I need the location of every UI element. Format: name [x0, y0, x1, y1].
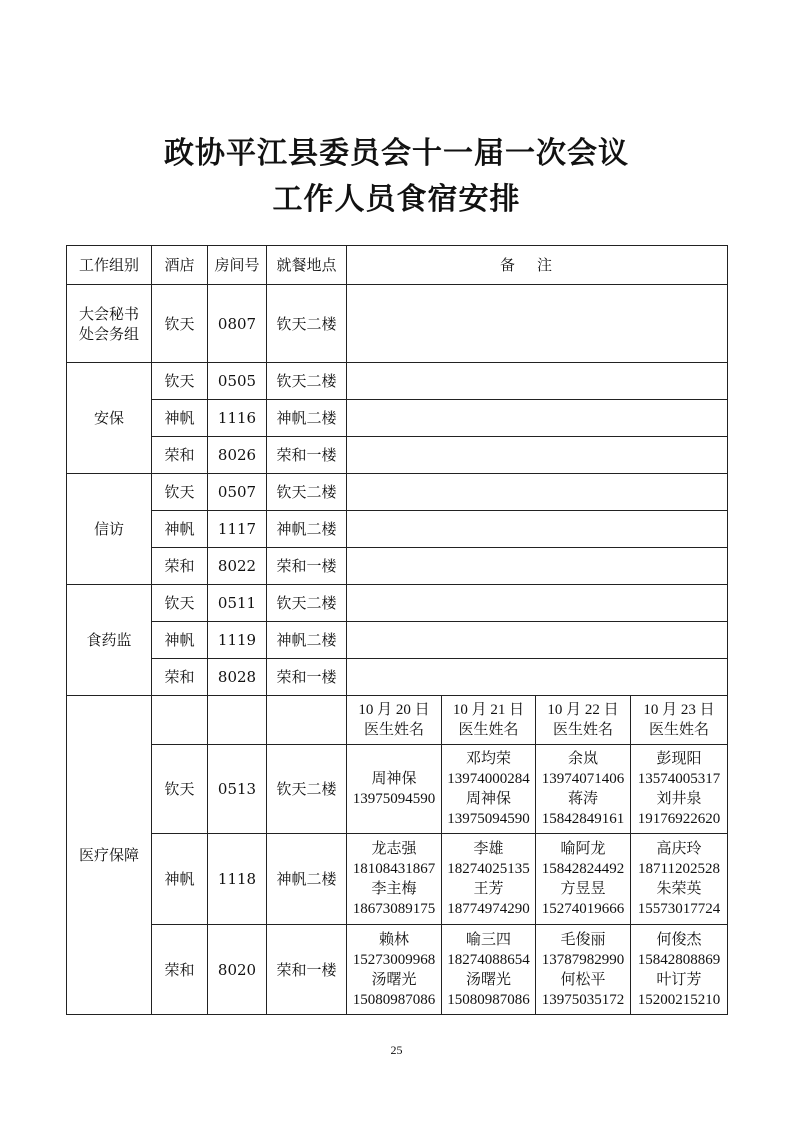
doctor-cell — [442, 925, 536, 1015]
doctor-phone: 13975094590 — [447, 811, 530, 827]
dining-cell: 神帆二楼 — [267, 511, 347, 548]
date-header — [536, 696, 631, 745]
dining-cell: 神帆二楼 — [267, 622, 347, 659]
doctor-phone: 13974071406 — [541, 771, 625, 787]
doctor-phone: 13974000284 — [447, 771, 530, 787]
table-row — [67, 474, 728, 511]
room-cell: 8022 — [208, 548, 267, 585]
doctor-name: 蒋涛 — [567, 791, 598, 807]
hotel-cell: 荣和 — [152, 437, 208, 474]
doctor-phone: 13975035172 — [541, 991, 625, 1008]
notes-cell — [347, 363, 728, 400]
doctor-phone: 19176922620 — [637, 811, 721, 827]
date-header — [631, 696, 728, 745]
room-cell: 1117 — [208, 511, 267, 548]
document-title: 政协平江县委员会十一届一次会议 — [164, 136, 629, 171]
room-cell: 1119 — [208, 622, 267, 659]
dining-cell: 钦天二楼 — [267, 363, 347, 400]
table-row — [67, 285, 728, 363]
hotel-cell: 神帆 — [152, 511, 208, 548]
doctor-phone: 15080987086 — [447, 991, 530, 1008]
doctor-phone: 15273009968 — [352, 951, 436, 968]
group-name-line1: 大会秘书 — [78, 304, 139, 323]
room-cell: 0511 — [208, 585, 267, 622]
notes-cell — [347, 285, 728, 363]
doctor-name: 赖林 — [378, 931, 409, 948]
table-row — [67, 745, 728, 834]
date-label: 10 月 22 日 — [547, 702, 619, 718]
date-label: 10 月 23 日 — [643, 702, 715, 718]
table-row — [67, 585, 728, 622]
doctor-phone: 13975094590 — [352, 791, 436, 807]
doctor-phone: 15274019666 — [541, 901, 625, 917]
doctor-name: 王芳 — [473, 881, 504, 897]
doctor-name: 李雄 — [473, 841, 504, 857]
doctor-name: 刘井泉 — [656, 791, 702, 807]
doctor-cell — [631, 925, 728, 1015]
doctor-name-label: 医生姓名 — [649, 722, 710, 738]
doctor-name-label: 医生姓名 — [363, 722, 424, 738]
doctor-phone: 18108431867 — [352, 861, 436, 877]
group-name-line2: 处会务组 — [78, 324, 139, 343]
group-name: 医疗保障 — [67, 696, 152, 1015]
doctor-name: 喻阿龙 — [560, 841, 606, 857]
doctor-phone: 18274025135 — [447, 861, 530, 877]
notes-cell — [347, 585, 728, 622]
room-cell: 8026 — [208, 437, 267, 474]
room-cell — [208, 696, 267, 745]
doctor-name: 龙志强 — [371, 841, 417, 857]
doctor-name: 汤曙光 — [465, 971, 511, 988]
doctor-phone: 15842824492 — [541, 861, 625, 877]
table-row — [67, 437, 728, 474]
room-cell: 0807 — [208, 285, 267, 363]
hotel-cell: 荣和 — [152, 548, 208, 585]
doctor-phone: 15080987086 — [352, 991, 436, 1008]
doctor-cell — [347, 745, 442, 834]
room-cell: 1116 — [208, 400, 267, 437]
hotel-cell: 钦天 — [152, 745, 208, 834]
dining-cell: 神帆二楼 — [267, 400, 347, 437]
notes-cell — [347, 622, 728, 659]
notes-cell — [347, 548, 728, 585]
doctor-name: 周神保 — [371, 771, 417, 787]
hotel-cell: 神帆 — [152, 622, 208, 659]
doctor-cell — [631, 834, 728, 925]
doctor-name: 周神保 — [465, 791, 511, 807]
doctor-phone: 13574005317 — [637, 771, 721, 787]
header-notes: 备注 — [347, 246, 728, 285]
table-row — [67, 659, 728, 696]
header-room: 房间号 — [208, 246, 267, 285]
hotel-cell: 荣和 — [152, 925, 208, 1015]
room-cell: 0505 — [208, 363, 267, 400]
table-row — [67, 548, 728, 585]
doctor-name: 高庆玲 — [656, 841, 702, 857]
date-label: 10 月 20 日 — [358, 702, 430, 718]
table-row — [67, 622, 728, 659]
page-number: 25 — [390, 1043, 403, 1057]
notes-cell — [347, 437, 728, 474]
doctor-cell — [347, 834, 442, 925]
hotel-cell: 神帆 — [152, 834, 208, 925]
hotel-cell: 钦天 — [152, 585, 208, 622]
notes-cell — [347, 659, 728, 696]
room-cell: 8028 — [208, 659, 267, 696]
doctor-name: 喻三四 — [465, 931, 511, 948]
dining-cell: 钦天二楼 — [267, 585, 347, 622]
group-name: 食药监 — [67, 585, 152, 696]
group-name: 信访 — [67, 474, 152, 585]
group-name — [67, 285, 152, 363]
doctor-cell — [536, 745, 631, 834]
doctor-phone: 18274088654 — [447, 951, 530, 968]
dining-cell: 钦天二楼 — [267, 474, 347, 511]
doctor-name: 何俊杰 — [656, 931, 702, 948]
doctor-phone: 15573017724 — [637, 901, 721, 917]
hotel-cell: 钦天 — [152, 285, 208, 363]
doctor-name-label: 医生姓名 — [458, 722, 519, 738]
room-cell: 1118 — [208, 834, 267, 925]
table-header-row — [67, 246, 728, 285]
table-row — [67, 834, 728, 925]
doctor-name: 叶订芳 — [656, 971, 702, 988]
table-row — [67, 400, 728, 437]
doctor-phone: 15842808869 — [637, 951, 721, 968]
dining-cell: 荣和一楼 — [267, 548, 347, 585]
hotel-cell: 荣和 — [152, 659, 208, 696]
doctor-name: 汤曙光 — [371, 971, 417, 988]
doctor-phone: 18774974290 — [447, 901, 530, 917]
group-name: 安保 — [67, 363, 152, 474]
date-label: 10 月 21 日 — [452, 702, 525, 718]
dining-cell: 荣和一楼 — [267, 659, 347, 696]
table-row — [67, 696, 728, 745]
doctor-phone: 13787982990 — [541, 951, 625, 968]
hotel-cell — [152, 696, 208, 745]
header-dining: 就餐地点 — [267, 246, 347, 285]
date-header — [442, 696, 536, 745]
header-group: 工作组别 — [67, 246, 152, 285]
dining-cell: 荣和一楼 — [267, 437, 347, 474]
room-cell: 8020 — [208, 925, 267, 1015]
doctor-cell — [442, 834, 536, 925]
doctor-phone: 18673089175 — [352, 901, 436, 917]
room-cell: 0513 — [208, 745, 267, 834]
doctor-name: 余岚 — [567, 751, 598, 767]
dining-cell — [267, 696, 347, 745]
hotel-cell: 钦天 — [152, 363, 208, 400]
hotel-cell: 钦天 — [152, 474, 208, 511]
notes-cell — [347, 474, 728, 511]
doctor-phone: 15842849161 — [541, 811, 625, 827]
lodging-table — [66, 245, 728, 1015]
doctor-phone: 18711202528 — [638, 861, 720, 877]
doctor-name-label: 医生姓名 — [552, 722, 613, 738]
doctor-name: 朱荣英 — [656, 881, 702, 897]
room-cell: 0507 — [208, 474, 267, 511]
doctor-name: 彭现阳 — [656, 751, 702, 767]
doctor-cell — [442, 745, 536, 834]
doctor-name: 李主梅 — [371, 881, 417, 897]
date-header — [347, 696, 442, 745]
header-hotel: 酒店 — [152, 246, 208, 285]
dining-cell: 荣和一楼 — [267, 925, 347, 1015]
doctor-name: 何松平 — [560, 971, 606, 988]
document-subtitle: 工作人员食宿安排 — [272, 182, 521, 217]
table-row — [67, 511, 728, 548]
dining-cell: 神帆二楼 — [267, 834, 347, 925]
doctor-phone: 15200215210 — [637, 991, 721, 1008]
doctor-name: 方昱昱 — [560, 881, 606, 897]
doctor-name: 邓均荣 — [465, 751, 511, 767]
doctor-cell — [536, 925, 631, 1015]
dining-cell: 钦天二楼 — [267, 745, 347, 834]
dining-cell: 钦天二楼 — [267, 285, 347, 363]
notes-cell — [347, 400, 728, 437]
doctor-cell — [631, 745, 728, 834]
table-row — [67, 363, 728, 400]
doctor-cell — [536, 834, 631, 925]
notes-cell — [347, 511, 728, 548]
hotel-cell: 神帆 — [152, 400, 208, 437]
doctor-cell — [347, 925, 442, 1015]
doctor-name: 毛俊丽 — [560, 931, 606, 948]
table-row — [67, 925, 728, 1015]
